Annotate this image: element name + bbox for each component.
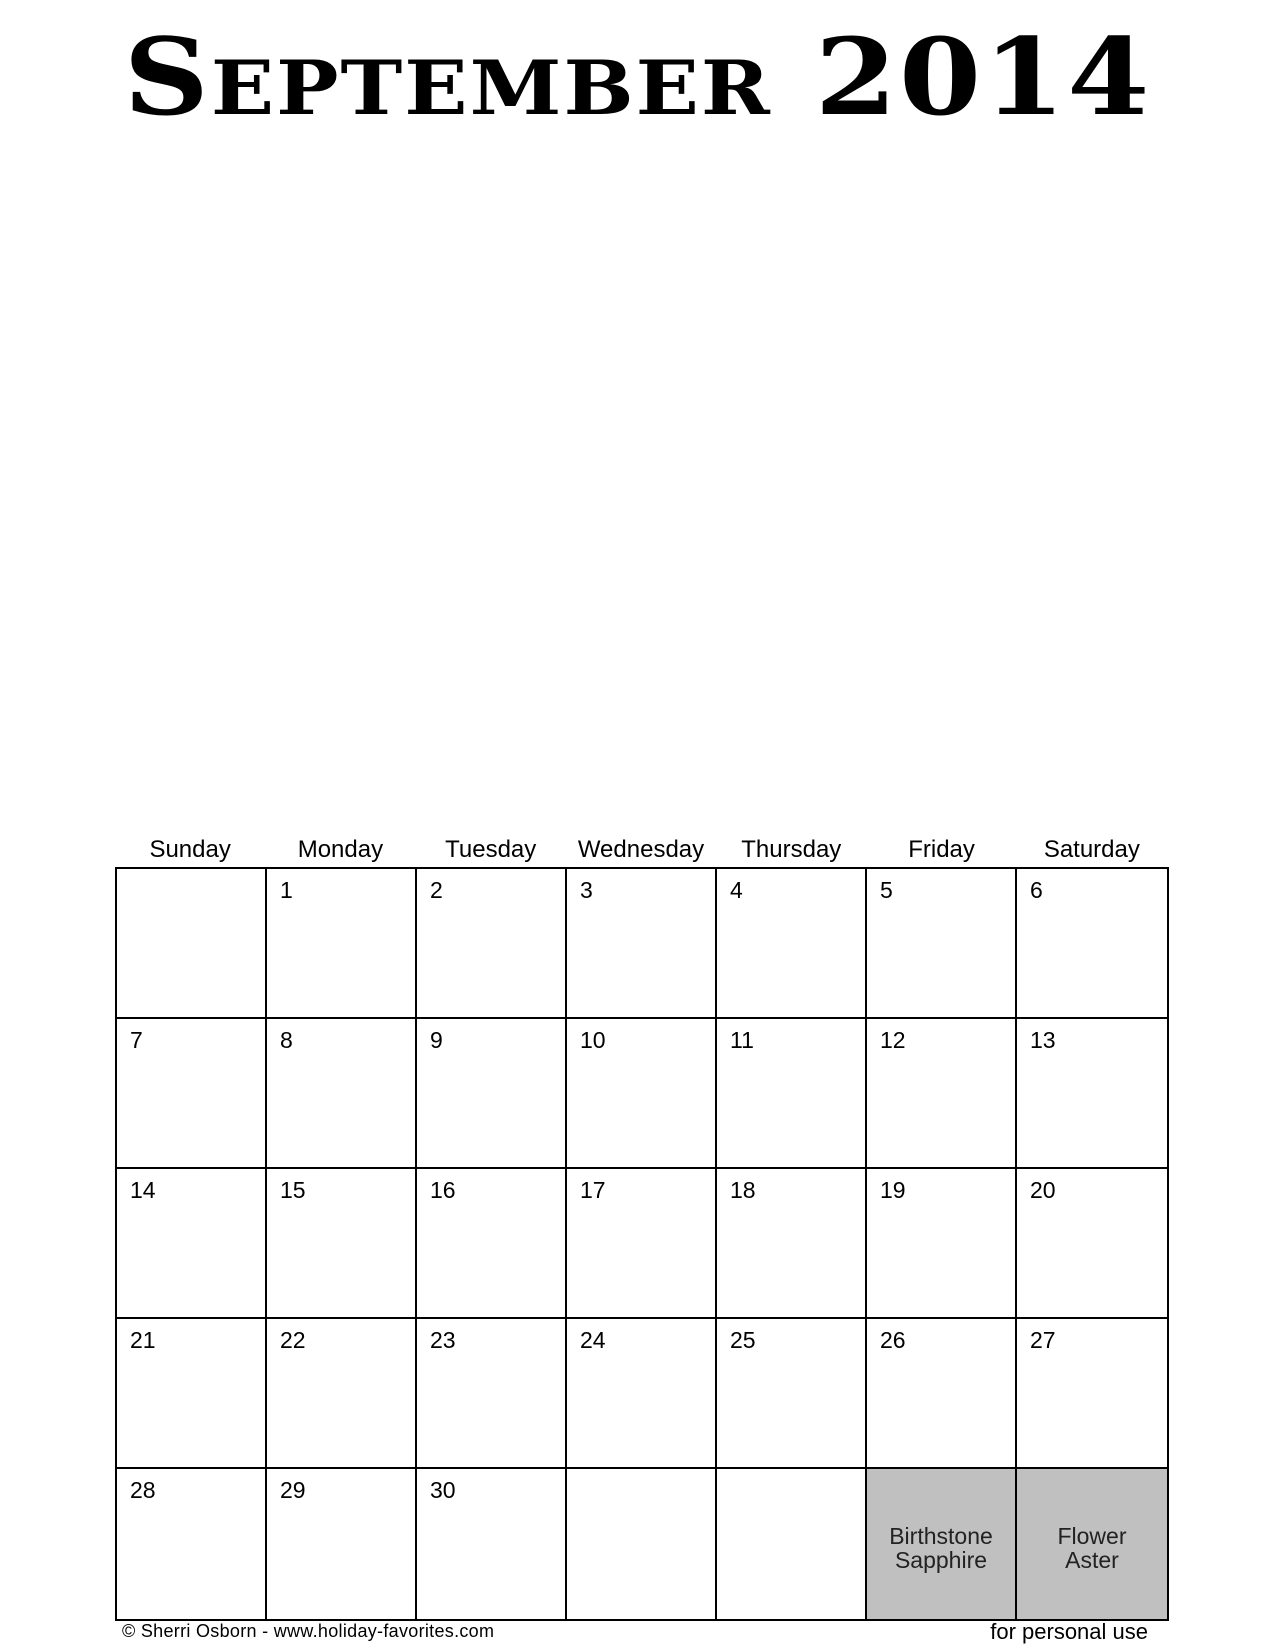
- day-number: 16: [430, 1177, 456, 1203]
- day-cell: [267, 1019, 417, 1169]
- day-number: 13: [1030, 1027, 1056, 1053]
- day-cell: [567, 869, 717, 1019]
- day-number: 19: [880, 1177, 906, 1203]
- day-number: 12: [880, 1027, 906, 1053]
- weekday-label: Tuesday: [445, 836, 537, 863]
- day-number: 28: [130, 1477, 156, 1503]
- day-cell: [867, 1169, 1017, 1319]
- calendar-grid: [115, 867, 1169, 1621]
- day-cell: [117, 1319, 267, 1469]
- day-number: 15: [280, 1177, 306, 1203]
- day-number: 29: [280, 1477, 306, 1503]
- birthstone-value: Sapphire: [894, 1547, 988, 1573]
- weekday-label: Saturday: [1043, 836, 1140, 863]
- day-cell: [1017, 1169, 1167, 1319]
- day-number: 26: [880, 1327, 906, 1353]
- day-number: 23: [430, 1327, 456, 1353]
- day-cell: [417, 1469, 567, 1619]
- day-cell: [567, 1319, 717, 1469]
- day-cell: [567, 1019, 717, 1169]
- day-cell: [267, 1169, 417, 1319]
- flower-label: Flower: [1057, 1523, 1127, 1549]
- day-number: 5: [880, 877, 893, 903]
- day-cell: [1017, 869, 1167, 1019]
- day-number: 8: [280, 1027, 293, 1053]
- day-number: 1: [280, 877, 293, 903]
- day-cell: [717, 869, 867, 1019]
- day-number: 4: [730, 877, 743, 903]
- flower-info: [1017, 1524, 1167, 1572]
- day-number: 2: [430, 877, 443, 903]
- day-number: 18: [730, 1177, 756, 1203]
- day-cell: [267, 869, 417, 1019]
- day-cell: [267, 1319, 417, 1469]
- flower-cell: [1017, 1469, 1167, 1619]
- day-number: 27: [1030, 1327, 1056, 1353]
- title-text: September 2014: [123, 14, 1152, 140]
- day-number: 11: [730, 1027, 754, 1053]
- day-number: 17: [580, 1177, 606, 1203]
- day-number: 22: [280, 1327, 306, 1353]
- weekday-label: Sunday: [149, 836, 231, 863]
- day-number: 14: [130, 1177, 156, 1203]
- weekday-label: Wednesday: [577, 836, 705, 863]
- day-number: 21: [130, 1327, 156, 1353]
- day-cell-empty: [717, 1469, 867, 1619]
- birthstone-info: [867, 1524, 1015, 1572]
- copyright-text: © Sherri Osborn - www.holiday-favorites.com: [122, 1621, 495, 1641]
- flower-value: Aster: [1065, 1547, 1119, 1573]
- birthstone-label: Birthstone: [889, 1523, 993, 1549]
- day-cell: [117, 1019, 267, 1169]
- day-number: 24: [580, 1327, 606, 1353]
- day-cell: [417, 1319, 567, 1469]
- day-cell: [1017, 1019, 1167, 1169]
- day-cell-empty: [567, 1469, 717, 1619]
- day-cell: [567, 1169, 717, 1319]
- weekday-header-row: [115, 830, 1167, 870]
- day-cell: [1017, 1319, 1167, 1469]
- day-number: 6: [1030, 877, 1043, 903]
- day-cell: [417, 869, 567, 1019]
- day-cell: [117, 1469, 267, 1619]
- day-number: 3: [580, 877, 593, 903]
- weekday-label: Thursday: [741, 836, 842, 863]
- day-number: 30: [430, 1477, 456, 1503]
- day-cell: [417, 1169, 567, 1319]
- usage-note: for personal use: [990, 1619, 1148, 1644]
- page-title: [0, 14, 1275, 140]
- day-cell: [867, 1319, 1017, 1469]
- day-cell: [717, 1019, 867, 1169]
- birthstone-cell: [867, 1469, 1017, 1619]
- day-cell: [417, 1019, 567, 1169]
- weekday-label: Monday: [297, 836, 384, 863]
- weekday-label: Friday: [908, 836, 975, 863]
- day-number: 25: [730, 1327, 756, 1353]
- day-cell: [717, 1169, 867, 1319]
- day-cell: [867, 869, 1017, 1019]
- day-cell: [117, 1169, 267, 1319]
- day-number: 20: [1030, 1177, 1056, 1203]
- day-cell-empty: [117, 869, 267, 1019]
- day-cell: [267, 1469, 417, 1619]
- day-number: 10: [580, 1027, 606, 1053]
- day-number: 7: [130, 1027, 143, 1053]
- day-cell: [717, 1319, 867, 1469]
- day-number: 9: [430, 1027, 443, 1053]
- day-cell: [867, 1019, 1017, 1169]
